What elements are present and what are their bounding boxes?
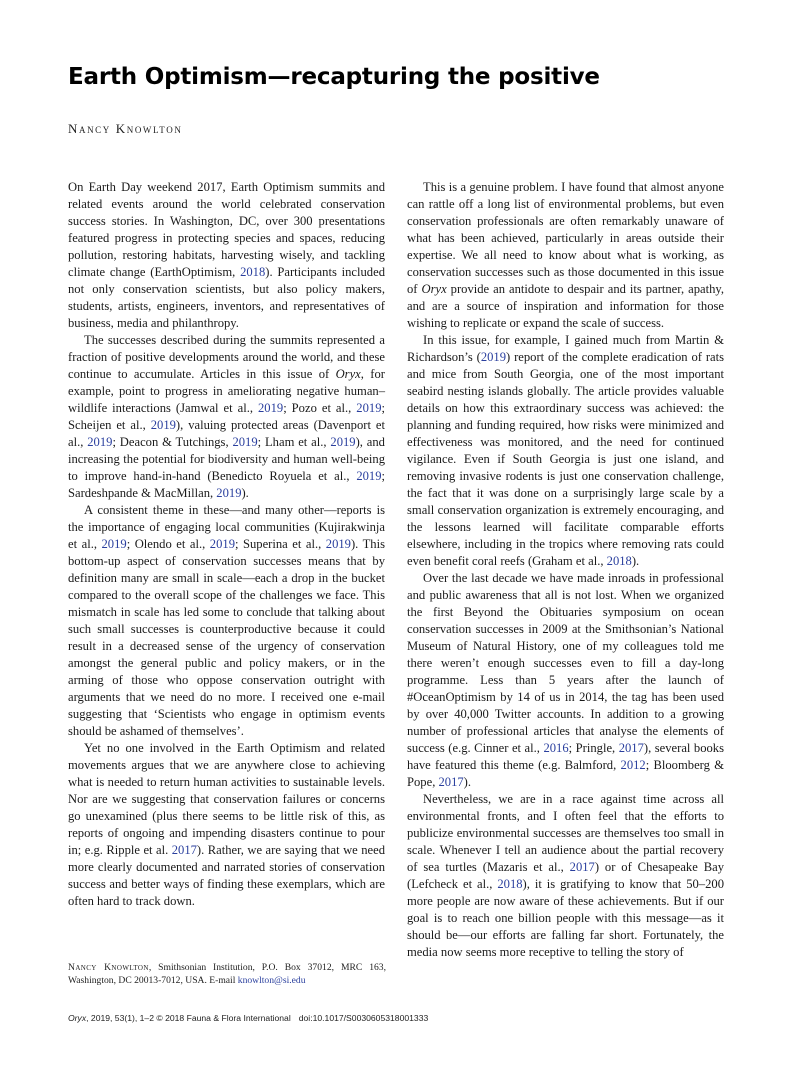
paragraph [407, 179, 724, 332]
footer-citation: , 2019, 53(1), 1–2 © 2018 Fauna & Flora International [86, 1013, 291, 1023]
text: ; Scheijen et al., [68, 401, 385, 432]
footer-doi: doi:10.1017/S0030605318001333 [298, 1013, 429, 1023]
citation-link[interactable]: 2017 [438, 775, 464, 789]
text: ). [631, 554, 640, 568]
citation-link[interactable]: 2018 [497, 877, 523, 891]
text: ). This bottom-up aspect of conservation successes means that by definition many are small in scale—each a drop in the bucket compared to the overall scope of the challenges we face. This mismatch in scale has led some to conclude that talking about such small successes is counterproductive because it could result in a decreased sense of the urgency of conservation amongst the general public and policy makers, or in the arming of those who oppose conservation outright with arguments that we need do no more. I received one e-mail suggesting that ‘Scientists who engage in optimism events should be ashamed of themselves’. [68, 537, 385, 738]
text: On Earth Day weekend 2017, Earth Optimism summits and related events around the world celebrated conservation success stories. In Washington, DC, over 300 presentations featured progress in protecting species and spaces, reducing pollution, restoring habitats, harvesting wisely, and tackling climate change (EarthOptimism, [68, 180, 385, 279]
left-column [68, 179, 385, 910]
text: ) report of the complete eradication of rats and mice from South Georgia, one of the most important seabird nesting islands globally. The article provides valuable details on how this extraordinary success was achieved: the planning and funding required, how risks were minimized and effectiveness was monitored, and the need for continued vigilance. Even if South Georgia is just one island, and removing invasive rodents is just one conservation challenge, the fact that it was done on a surprisingly large scale by a small conservation organization is extremely encouraging, and the lessons learned will facilitate comparable efforts elsewhere, including in the tropics where removing rats could even benefit coral reefs (Graham et al., [407, 350, 724, 568]
text: In this issue, for example, I gained much from Martin & Richardson’s ( [407, 333, 724, 364]
citation-link[interactable]: 2019 [150, 418, 176, 432]
text: ). [241, 486, 249, 500]
text: ). [463, 775, 472, 789]
paragraph [407, 791, 724, 961]
text: ; Bloomberg & Pope, [407, 758, 725, 789]
citation-link[interactable]: 2012 [620, 758, 646, 772]
email-link[interactable]: knowlton@si.edu [237, 974, 306, 986]
text: ), valuing protected areas (Davenport et al., [68, 418, 385, 449]
text: Over the last decade we have made inroads in professional and public awareness that all is not lost. When we organized the first Beyond the Obituaries symposium on ocean conservation successes in 2009 at the Smithsonian’s National Museum of Natural History, one of my colleagues told me there weren’t enough successes even to fill a day-long programme. Less than 5 years after the launch of #OceanOptimism by 14 of us in 2014, the tag has been used by over 40,000 Twitter accounts. In addition to a growing number of professional articles that analyse the elements of success (e.g. Cinner et al., [407, 571, 724, 755]
text: ; Superina et al., [234, 537, 326, 551]
paragraph [68, 332, 385, 502]
citation-link[interactable]: 2019 [356, 401, 382, 415]
journal-name: Oryx [335, 367, 361, 381]
text: ; Pringle, [568, 741, 619, 755]
journal-name: Oryx [421, 282, 447, 296]
text: , for example, point to progress in ameliorating negative human–wildlife interactions (Jamwal et al., [68, 367, 385, 415]
citation-link[interactable]: 2018 [606, 554, 632, 568]
author-byline: Nancy Knowlton [68, 121, 183, 136]
text: ; Lham et al., [257, 435, 331, 449]
citation-link[interactable]: 2017 [171, 843, 197, 857]
citation-link[interactable]: 2016 [543, 741, 569, 755]
text: This is a genuine problem. I have found that almost anyone can rattle off a long list of environmental problems, but even conservation professionals are often remarkably unaware of what has been achieved, particularly in areas outside their expertise. We all need to know about what is working, as conservation successes such as those documented in this issue of [407, 180, 724, 296]
citation-link[interactable]: 2019 [330, 435, 356, 449]
text: Yet no one involved in the Earth Optimism and related movements argues that we are anywhere close to achieving what is needed to return human activities to sustainable levels. Nor are we suggesting that conservation failures or concerns go unexamined (plus there seems to be little risk of this, as reports of ongoing and impending disasters continue to pour in; e.g. Ripple et al. [68, 741, 385, 857]
citation-link[interactable]: 2019 [480, 350, 507, 364]
author-affiliation [68, 962, 386, 987]
citation-link[interactable]: 2019 [232, 435, 258, 449]
text: ; Sardeshpande & MacMillan, [68, 469, 385, 500]
text: ), it is gratifying to know that 50–200 more people are now aware of these achievements. But if our goal is to reach one billion people with this message—as it should be—our efforts are falling far short. Fortunately, the media now seems more receptive to telling the story of [407, 877, 724, 959]
text: ), several books have featured this theme (e.g. Balmford, [407, 741, 725, 772]
page-footer [68, 1013, 428, 1023]
paragraph [407, 332, 724, 570]
affiliation-author-name: Nancy Knowlton [68, 962, 149, 973]
text: A consistent theme in these—and many other—reports is the importance of engaging local communities (Kujirakwinja et al., [68, 503, 385, 551]
text: ), and increasing the potential for biodiversity and human well-being to improve hand-in-hand (Benedicto Royuela et al., [68, 435, 385, 483]
text: provide an antidote to despair and its partner, apathy, and are a source of inspiration and information for those wishing to replicate or expand the scale of success. [407, 282, 725, 330]
citation-link[interactable]: 2019 [356, 469, 382, 483]
citation-link[interactable]: 2019 [209, 537, 235, 551]
paragraph [68, 179, 385, 332]
text: ) or of Chesapeake Bay (Lefcheck et al., [407, 860, 724, 891]
text: ; Pozo et al., [283, 401, 357, 415]
affiliation-address: , Smithsonian Institution, P.O. Box 37012, MRC 163, Washington, DC 20013-7012, USA. E-mail [68, 962, 386, 986]
text: Nevertheless, we are in a race against time across all environmental fronts, and I often feel that the efforts to publicize environmental successes are themselves too small in scale. Whenever I tell an audience about the partial recovery of sea turtles (Mazaris et al., [407, 792, 724, 874]
text: ). Rather, we are saying that we need more clearly documented and narrated stories of conservation success and better ways of finding these exemplars, which are often hard to track down. [68, 843, 385, 908]
citation-link[interactable]: 2019 [101, 537, 127, 551]
right-column [407, 179, 724, 961]
citation-link[interactable]: 2019 [258, 401, 284, 415]
text: ; Deacon & Tutchings, [112, 435, 233, 449]
citation-link[interactable]: 2018 [240, 265, 266, 279]
paragraph [407, 570, 724, 791]
citation-link[interactable]: 2017 [618, 741, 644, 755]
text: ). Participants included not only conservation scientists, but also policy makers, students, artists, engineers, inventors, and representatives of business, media and philanthropy. [68, 265, 385, 330]
citation-link[interactable]: 2019 [216, 486, 242, 500]
article-title: Earth Optimism—recapturing the positive [68, 64, 600, 90]
text: The successes described during the summits represented a fraction of positive developments around the world, and these continue to accumulate. Articles in this issue of [68, 333, 385, 381]
footer-journal: Oryx [68, 1013, 87, 1023]
citation-link[interactable]: 2019 [87, 435, 113, 449]
paragraph [68, 740, 385, 910]
paragraph [68, 502, 385, 740]
citation-link[interactable]: 2017 [569, 860, 595, 874]
citation-link[interactable]: 2019 [325, 537, 351, 551]
text: ; Olendo et al., [126, 537, 210, 551]
